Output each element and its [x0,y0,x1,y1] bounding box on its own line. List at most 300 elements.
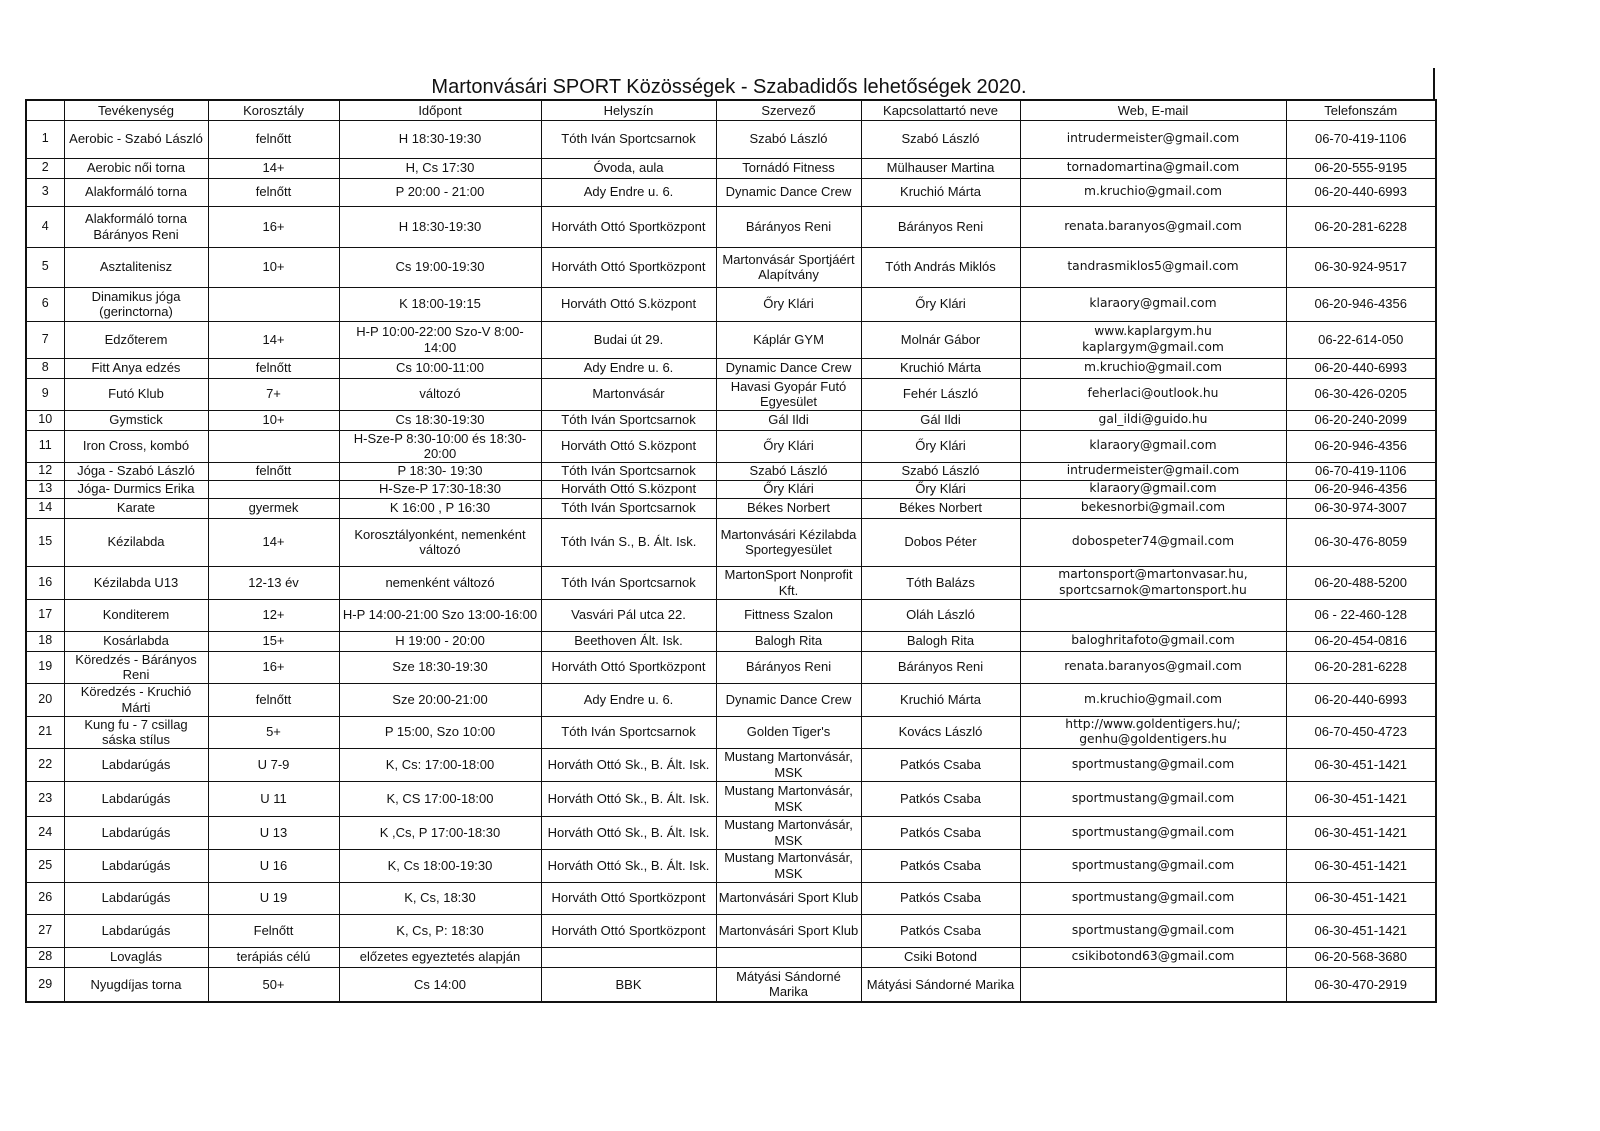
location-cell: Horváth Ottó Sportközpont [541,882,716,914]
web-email-cell: m.kruchio@gmail.com [1020,683,1286,716]
time-cell: Cs 14:00 [339,967,541,1002]
row-number: 5 [26,247,64,287]
age-group-cell: felnőtt [208,178,339,206]
contact-name-cell: Békes Norbert [861,498,1020,518]
column-header: Időpont [339,100,541,120]
contact-name-cell: Bárányos Reni [861,651,1020,683]
row-number: 10 [26,410,64,430]
organizer-cell: Szabó László [716,462,861,480]
activity-cell: Aerobic - Szabó László [64,120,208,158]
age-group-cell: terápiás célú [208,947,339,967]
age-group-cell: gyermek [208,498,339,518]
time-cell: nemenként változó [339,566,541,599]
location-cell: Horváth Ottó S.központ [541,430,716,462]
web-email-cell: baloghritafoto@gmail.com [1020,631,1286,651]
organizer-cell: Martonvásári Sport Klub [716,882,861,914]
row-number: 17 [26,599,64,631]
contact-name-cell: Őry Klári [861,430,1020,462]
organizer-cell: Dynamic Dance Crew [716,178,861,206]
activity-cell: Labdarúgás [64,882,208,914]
time-cell: P 18:30- 19:30 [339,462,541,480]
phone-cell: 06-70-419-1106 [1286,120,1436,158]
document-title: Martonvásári SPORT Közösségek - Szabadidős lehetőségek 2020. [25,68,1435,99]
organizer-cell: Mustang Martonvásár, MSK [716,849,861,882]
table-row [26,716,1436,748]
time-cell: Cs 18:30-19:30 [339,410,541,430]
organizer-cell: Mustang Martonvásár, MSK [716,781,861,816]
organizer-cell: MartonSport Nonprofit Kft. [716,566,861,599]
contact-name-cell: Patkós Csaba [861,781,1020,816]
web-email-cell: tornadomartina@gmail.com [1020,158,1286,178]
location-cell: Horváth Ottó Sk., B. Ált. Isk. [541,781,716,816]
contact-name-cell: Patkós Csaba [861,882,1020,914]
phone-cell: 06-30-476-8059 [1286,518,1436,566]
web-email-cell: sportmustang@gmail.com [1020,882,1286,914]
table-row [26,410,1436,430]
activity-cell: Kézilabda [64,518,208,566]
activity-cell: Labdarúgás [64,816,208,849]
web-email-cell: sportmustang@gmail.com [1020,849,1286,882]
row-number: 29 [26,967,64,1002]
time-cell: H 18:30-19:30 [339,120,541,158]
activity-cell: Iron Cross, kombó [64,430,208,462]
contact-name-cell: Őry Klári [861,480,1020,498]
age-group-cell: 14+ [208,321,339,358]
row-number: 20 [26,683,64,716]
age-group-cell: felnőtt [208,358,339,378]
age-group-cell: 14+ [208,158,339,178]
contact-name-cell: Kruchió Márta [861,178,1020,206]
age-group-cell: 10+ [208,410,339,430]
row-number: 15 [26,518,64,566]
phone-cell: 06-70-450-4723 [1286,716,1436,748]
time-cell: Sze 20:00-21:00 [339,683,541,716]
phone-cell: 06-20-440-6993 [1286,178,1436,206]
row-number: 19 [26,651,64,683]
table-row [26,480,1436,498]
contact-name-cell: Kruchió Márta [861,683,1020,716]
location-cell: Tóth Iván Sportcsarnok [541,566,716,599]
web-email-cell: renata.baranyos@gmail.com [1020,206,1286,247]
contact-name-cell: Mátyási Sándorné Marika [861,967,1020,1002]
organizer-cell: Őry Klári [716,430,861,462]
time-cell: K ,Cs, P 17:00-18:30 [339,816,541,849]
contact-name-cell: Kruchió Márta [861,358,1020,378]
activity-cell: Köredzés - Bárányos Reni [64,651,208,683]
time-cell: H-Sze-P 17:30-18:30 [339,480,541,498]
organizer-cell: Martonvásári Sport Klub [716,914,861,947]
phone-cell: 06-20-568-3680 [1286,947,1436,967]
table-row [26,378,1436,410]
row-number: 22 [26,748,64,781]
table-row [26,462,1436,480]
web-email-cell: klaraory@gmail.com [1020,430,1286,462]
location-cell: Tóth Iván Sportcsarnok [541,120,716,158]
age-group-cell: felnőtt [208,683,339,716]
organizer-cell: Dynamic Dance Crew [716,358,861,378]
time-cell: K 18:00-19:15 [339,287,541,321]
table-row [26,158,1436,178]
table-row [26,206,1436,247]
organizer-cell: Balogh Rita [716,631,861,651]
activity-cell: Labdarúgás [64,748,208,781]
phone-cell: 06-20-946-4356 [1286,430,1436,462]
table-row [26,967,1436,1002]
activity-cell: Alakformáló torna [64,178,208,206]
phone-cell: 06 - 22-460-128 [1286,599,1436,631]
location-cell [541,947,716,967]
schedule-sheet [25,68,1435,1003]
phone-cell: 06-30-451-1421 [1286,816,1436,849]
contact-name-cell: Kovács László [861,716,1020,748]
age-group-cell: 50+ [208,967,339,1002]
row-number: 14 [26,498,64,518]
phone-cell: 06-70-419-1106 [1286,462,1436,480]
organizer-cell: Bárányos Reni [716,206,861,247]
table-row [26,518,1436,566]
contact-name-cell: Balogh Rita [861,631,1020,651]
age-group-cell: Felnőtt [208,914,339,947]
web-email-cell: www.kaplargym.hu kaplargym@gmail.com [1020,321,1286,358]
row-number: 1 [26,120,64,158]
activity-cell: Kosárlabda [64,631,208,651]
time-cell: K 16:00 , P 16:30 [339,498,541,518]
activity-cell: Karate [64,498,208,518]
location-cell: Tóth Iván S., B. Ált. Isk. [541,518,716,566]
web-email-cell: intrudermeister@gmail.com [1020,462,1286,480]
table-body [26,120,1436,1002]
row-number: 9 [26,378,64,410]
time-cell: H-Sze-P 8:30-10:00 és 18:30-20:00 [339,430,541,462]
web-email-cell: martonsport@martonvasar.hu, sportcsarnok@martonsport.hu [1020,566,1286,599]
activity-cell: Edzőterem [64,321,208,358]
row-number: 8 [26,358,64,378]
location-cell: Martonvásár [541,378,716,410]
table-row [26,599,1436,631]
organizer-cell: Dynamic Dance Crew [716,683,861,716]
table-row [26,178,1436,206]
activity-cell: Lovaglás [64,947,208,967]
table-row [26,816,1436,849]
column-header: Telefonszám [1286,100,1436,120]
table-row [26,683,1436,716]
table-row [26,566,1436,599]
location-cell: Budai út 29. [541,321,716,358]
contact-name-cell: Dobos Péter [861,518,1020,566]
organizer-cell: Gál Ildi [716,410,861,430]
location-cell: Óvoda, aula [541,158,716,178]
age-group-cell: U 13 [208,816,339,849]
age-group-cell [208,480,339,498]
web-email-cell: sportmustang@gmail.com [1020,748,1286,781]
phone-cell: 06-20-946-4356 [1286,287,1436,321]
table-row [26,358,1436,378]
activity-cell: Kung fu - 7 csillag sáska stílus [64,716,208,748]
location-cell: Horváth Ottó Sportközpont [541,247,716,287]
age-group-cell: 14+ [208,518,339,566]
organizer-cell: Mátyási Sándorné Marika [716,967,861,1002]
activity-cell: Alakformáló torna Bárányos Reni [64,206,208,247]
time-cell: Sze 18:30-19:30 [339,651,541,683]
table-row [26,947,1436,967]
time-cell: P 15:00, Szo 10:00 [339,716,541,748]
time-cell: H-P 14:00-21:00 Szo 13:00-16:00 [339,599,541,631]
table-row [26,120,1436,158]
table-row [26,882,1436,914]
web-email-cell: http://www.goldentigers.hu/; genhu@goldentigers.hu [1020,716,1286,748]
table-row [26,914,1436,947]
activity-cell: Nyugdíjas torna [64,967,208,1002]
activity-cell: Gymstick [64,410,208,430]
web-email-cell: sportmustang@gmail.com [1020,781,1286,816]
location-cell: Ady Endre u. 6. [541,683,716,716]
activities-table [25,99,1437,1003]
age-group-cell: U 11 [208,781,339,816]
table-row [26,247,1436,287]
table-row [26,498,1436,518]
web-email-cell: feherlaci@outlook.hu [1020,378,1286,410]
phone-cell: 06-30-451-1421 [1286,748,1436,781]
age-group-cell: 16+ [208,651,339,683]
age-group-cell [208,287,339,321]
phone-cell: 06-30-470-2919 [1286,967,1436,1002]
phone-cell: 06-20-440-6993 [1286,358,1436,378]
time-cell: H, Cs 17:30 [339,158,541,178]
web-email-cell: sportmustang@gmail.com [1020,816,1286,849]
web-email-cell: klaraory@gmail.com [1020,287,1286,321]
contact-name-cell: Patkós Csaba [861,914,1020,947]
organizer-cell: Mustang Martonvásár, MSK [716,748,861,781]
activity-cell: Labdarúgás [64,849,208,882]
table-row [26,781,1436,816]
time-cell: K, Cs, P: 18:30 [339,914,541,947]
age-group-cell: U 7-9 [208,748,339,781]
row-number: 7 [26,321,64,358]
web-email-cell: csikibotond63@gmail.com [1020,947,1286,967]
web-email-cell: bekesnorbi@gmail.com [1020,498,1286,518]
location-cell: BBK [541,967,716,1002]
column-header: Kapcsolattartó neve [861,100,1020,120]
age-group-cell: 12-13 év [208,566,339,599]
phone-cell: 06-20-555-9195 [1286,158,1436,178]
age-group-cell: 5+ [208,716,339,748]
location-cell: Horváth Ottó Sportközpont [541,206,716,247]
column-header: Tevékenység [64,100,208,120]
row-number: 6 [26,287,64,321]
contact-name-cell: Őry Klári [861,287,1020,321]
contact-name-cell: Tóth András Miklós [861,247,1020,287]
row-number: 16 [26,566,64,599]
time-cell: előzetes egyeztetés alapján [339,947,541,967]
phone-cell: 06-20-281-6228 [1286,206,1436,247]
time-cell: K, Cs 18:00-19:30 [339,849,541,882]
time-cell: H 18:30-19:30 [339,206,541,247]
age-group-cell: 10+ [208,247,339,287]
time-cell: változó [339,378,541,410]
phone-cell: 06-30-451-1421 [1286,849,1436,882]
row-number: 27 [26,914,64,947]
organizer-cell: Tornádó Fitness [716,158,861,178]
web-email-cell: gal_ildi@guido.hu [1020,410,1286,430]
location-cell: Horváth Ottó Sk., B. Ált. Isk. [541,748,716,781]
age-group-cell: 16+ [208,206,339,247]
location-cell: Beethoven Ált. Isk. [541,631,716,651]
time-cell: K, Cs: 17:00-18:00 [339,748,541,781]
web-email-cell: renata.baranyos@gmail.com [1020,651,1286,683]
time-cell: Cs 10:00-11:00 [339,358,541,378]
column-header: Szervező [716,100,861,120]
activity-cell: Konditerem [64,599,208,631]
row-number: 21 [26,716,64,748]
row-number: 13 [26,480,64,498]
row-number: 4 [26,206,64,247]
time-cell: K, CS 17:00-18:00 [339,781,541,816]
age-group-cell: 15+ [208,631,339,651]
location-cell: Horváth Ottó S.központ [541,287,716,321]
contact-name-cell: Molnár Gábor [861,321,1020,358]
activity-cell: Labdarúgás [64,781,208,816]
row-number: 18 [26,631,64,651]
contact-name-cell: Patkós Csaba [861,849,1020,882]
phone-cell: 06-30-451-1421 [1286,914,1436,947]
time-cell: Korosztályonként, nemenként változó [339,518,541,566]
row-number: 2 [26,158,64,178]
table-row [26,321,1436,358]
location-cell: Ady Endre u. 6. [541,358,716,378]
column-header [26,100,64,120]
phone-cell: 06-20-946-4356 [1286,480,1436,498]
contact-name-cell: Gál Ildi [861,410,1020,430]
activity-cell: Köredzés - Kruchió Márti [64,683,208,716]
web-email-cell: m.kruchio@gmail.com [1020,358,1286,378]
contact-name-cell: Bárányos Reni [861,206,1020,247]
row-number: 24 [26,816,64,849]
phone-cell: 06-20-454-0816 [1286,631,1436,651]
contact-name-cell: Szabó László [861,462,1020,480]
age-group-cell: 12+ [208,599,339,631]
organizer-cell: Golden Tiger's [716,716,861,748]
table-row [26,430,1436,462]
age-group-cell: U 16 [208,849,339,882]
column-header: Helyszín [541,100,716,120]
time-cell: P 20:00 - 21:00 [339,178,541,206]
phone-cell: 06-20-488-5200 [1286,566,1436,599]
activity-cell: Dinamikus jóga (gerinctorna) [64,287,208,321]
location-cell: Horváth Ottó Sk., B. Ált. Isk. [541,816,716,849]
location-cell: Horváth Ottó Sportközpont [541,914,716,947]
web-email-cell: dobospeter74@gmail.com [1020,518,1286,566]
organizer-cell: Bárányos Reni [716,651,861,683]
phone-cell: 06-30-974-3007 [1286,498,1436,518]
location-cell: Horváth Ottó Sk., B. Ált. Isk. [541,849,716,882]
time-cell: K, Cs, 18:30 [339,882,541,914]
location-cell: Ady Endre u. 6. [541,178,716,206]
organizer-cell [716,947,861,967]
organizer-cell: Fittness Szalon [716,599,861,631]
age-group-cell: 7+ [208,378,339,410]
time-cell: Cs 19:00-19:30 [339,247,541,287]
contact-name-cell: Mülhauser Martina [861,158,1020,178]
contact-name-cell: Tóth Balázs [861,566,1020,599]
row-number: 3 [26,178,64,206]
web-email-cell: sportmustang@gmail.com [1020,914,1286,947]
row-number: 25 [26,849,64,882]
contact-name-cell: Fehér László [861,378,1020,410]
age-group-cell [208,430,339,462]
column-header: Korosztály [208,100,339,120]
phone-cell: 06-30-451-1421 [1286,882,1436,914]
phone-cell: 06-20-440-6993 [1286,683,1436,716]
web-email-cell [1020,599,1286,631]
row-number: 23 [26,781,64,816]
activity-cell: Aerobic női torna [64,158,208,178]
organizer-cell: Mustang Martonvásár, MSK [716,816,861,849]
organizer-cell: Szabó László [716,120,861,158]
time-cell: H 19:00 - 20:00 [339,631,541,651]
activity-cell: Asztalitenisz [64,247,208,287]
row-number: 11 [26,430,64,462]
location-cell: Vasvári Pál utca 22. [541,599,716,631]
activity-cell: Jóga- Durmics Erika [64,480,208,498]
phone-cell: 06-20-281-6228 [1286,651,1436,683]
location-cell: Tóth Iván Sportcsarnok [541,498,716,518]
row-number: 26 [26,882,64,914]
web-email-cell: intrudermeister@gmail.com [1020,120,1286,158]
organizer-cell: Martonvásár Sportjáért Alapítvány [716,247,861,287]
activity-cell: Futó Klub [64,378,208,410]
location-cell: Tóth Iván Sportcsarnok [541,462,716,480]
table-row [26,651,1436,683]
row-number: 12 [26,462,64,480]
location-cell: Tóth Iván Sportcsarnok [541,410,716,430]
web-email-cell: tandrasmiklos5@gmail.com [1020,247,1286,287]
table-row [26,849,1436,882]
table-row [26,748,1436,781]
organizer-cell: Káplár GYM [716,321,861,358]
organizer-cell: Őry Klári [716,480,861,498]
web-email-cell: klaraory@gmail.com [1020,480,1286,498]
table-row [26,631,1436,651]
web-email-cell: m.kruchio@gmail.com [1020,178,1286,206]
contact-name-cell: Patkós Csaba [861,748,1020,781]
activity-cell: Fitt Anya edzés [64,358,208,378]
phone-cell: 06-30-924-9517 [1286,247,1436,287]
age-group-cell: felnőtt [208,462,339,480]
phone-cell: 06-22-614-050 [1286,321,1436,358]
activity-cell: Kézilabda U13 [64,566,208,599]
web-email-cell [1020,967,1286,1002]
column-header: Web, E-mail [1020,100,1286,120]
organizer-cell: Havasi Gyopár Futó Egyesület [716,378,861,410]
organizer-cell: Békes Norbert [716,498,861,518]
phone-cell: 06-20-240-2099 [1286,410,1436,430]
header-row [26,100,1436,120]
location-cell: Tóth Iván Sportcsarnok [541,716,716,748]
contact-name-cell: Szabó László [861,120,1020,158]
organizer-cell: Őry Klári [716,287,861,321]
phone-cell: 06-30-451-1421 [1286,781,1436,816]
location-cell: Horváth Ottó S.központ [541,480,716,498]
age-group-cell: felnőtt [208,120,339,158]
activity-cell: Labdarúgás [64,914,208,947]
contact-name-cell: Csiki Botond [861,947,1020,967]
phone-cell: 06-30-426-0205 [1286,378,1436,410]
contact-name-cell: Oláh László [861,599,1020,631]
contact-name-cell: Patkós Csaba [861,816,1020,849]
row-number: 28 [26,947,64,967]
age-group-cell: U 19 [208,882,339,914]
organizer-cell: Martonvásári Kézilabda Sportegyesület [716,518,861,566]
